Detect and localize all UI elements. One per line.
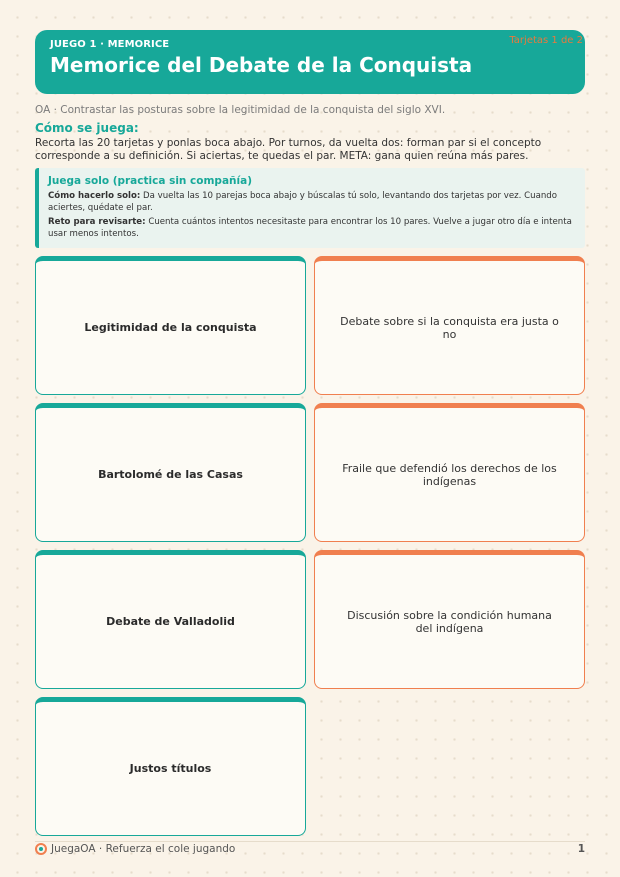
card-text: Legitimidad de la conquista — [84, 321, 257, 334]
card-text: Fraile que defendió los derechos de los indígenas — [342, 461, 557, 488]
solo-play-box — [35, 168, 585, 248]
card-text: Discusión sobre la condición humana del indígena — [347, 608, 552, 635]
card-text: Debate sobre si la conquista era justa o no — [340, 314, 559, 341]
card-text: Debate de Valladolid — [106, 615, 235, 628]
solo-check-text: Cuenta cuántos intentos necesitaste para encontrar los 10 pares. Vuelve a jugar otro día e intenta usar menos intentos. — [48, 217, 572, 239]
page-title: Memorice del Debate de la Conquista — [50, 53, 473, 77]
footer-brand: JuegaOA · Refuerza el cole jugando — [51, 843, 236, 855]
solo-play-title: Juega solo (practica sin compañía) — [48, 175, 252, 187]
solo-how-line — [48, 190, 578, 214]
solo-how-label: Cómo hacerlo solo: — [48, 191, 141, 201]
card-text: Justos títulos — [129, 762, 212, 775]
card-definition[interactable] — [314, 256, 585, 395]
page-number: 1 — [577, 843, 585, 855]
footer — [35, 843, 235, 855]
card-concept[interactable] — [35, 403, 306, 542]
card-definition[interactable] — [314, 550, 585, 689]
game-kicker: JUEGO 1 · MEMORICE — [50, 39, 170, 50]
card-definition[interactable] — [314, 403, 585, 542]
solo-check-label: Reto para revisarte: — [48, 217, 146, 227]
learning-objective: OA · Contrastar las posturas sobre la legitimidad de la conquista del siglo XVI. — [35, 104, 446, 116]
howto-instructions: Recorta las 20 tarjetas y ponlas boca abajo. Por turnos, da vuelta dos: forman par si el concepto corresponde a su definición. Si aciertas, te quedas el par. META: gana quien reúna más pares. — [35, 137, 542, 162]
card-concept[interactable] — [35, 256, 306, 395]
solo-how-text: Da vuelta las 10 parejas boca abajo y búscalas tú solo, levantando dos tarjetas por vez. Cuando aciertes, quédate el par. — [48, 191, 558, 213]
howto-heading: Cómo se juega: — [35, 121, 139, 135]
card-concept[interactable] — [35, 550, 306, 689]
game-header — [35, 30, 585, 94]
brand-logo-icon — [35, 843, 47, 855]
footer-divider — [35, 841, 585, 842]
card-sheet-counter: Tarjetas 1 de 2 — [509, 35, 583, 46]
card-concept[interactable] — [35, 697, 306, 836]
card-text: Bartolomé de las Casas — [98, 468, 243, 481]
solo-check-line — [48, 216, 578, 240]
